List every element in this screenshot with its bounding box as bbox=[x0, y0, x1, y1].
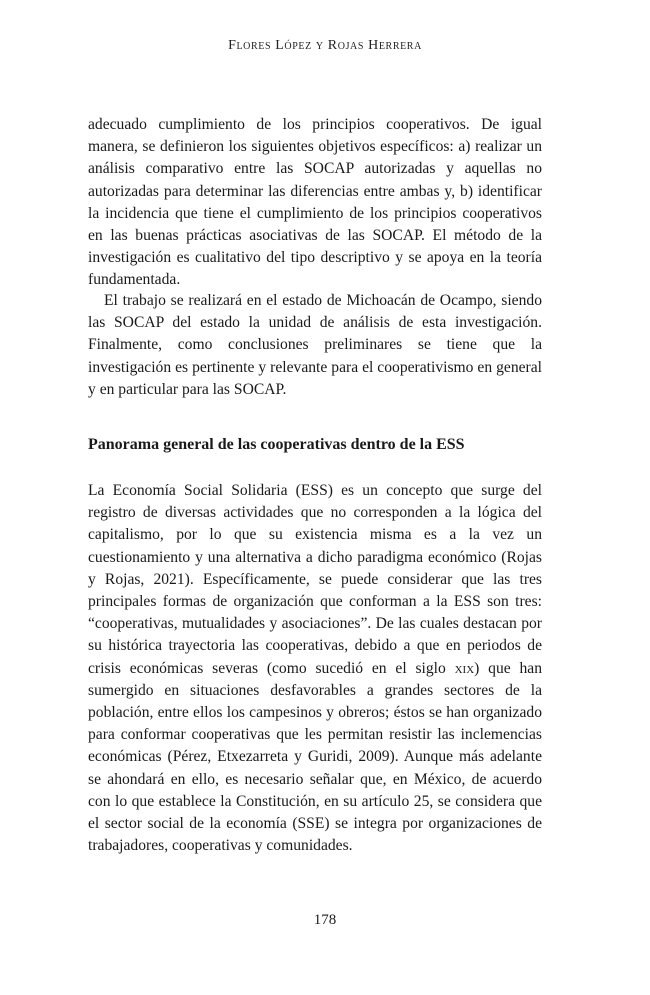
page-number: 178 bbox=[313, 912, 337, 928]
paragraph-text-part: La Economía Social Solidaria (ESS) es un concepto que surge del registro de diversas actividades que no corresponden a la lógica del capitalismo, por lo que su existencia misma es a la vez un cuestionamiento y una alternativa a dicho paradigma económico (Rojas y Rojas, 2021). Específicamente, se puede considerar que las tres principales formas de organización que conforman a la ESS son tres: “cooperativas, mutualidades y asociaciones”. De las cuales destacan por su histórica trayectoria las cooperativas, debido a que en periodos de crisis económicas severas (como sucedió en el siglo bbox=[88, 482, 542, 677]
section-heading: Panorama general de las cooperativas dentro de la ESS bbox=[88, 436, 465, 453]
century-roman-numeral: xix bbox=[454, 659, 475, 677]
running-head: Flores López y Rojas Herrera bbox=[228, 38, 422, 53]
paragraph-study-area: El trabajo se realizará en el estado de Michoacán de Ocampo, siendo las SOCAP del estado la unidad de análisis de esta investigación. Finalmente, como conclusiones preliminares se tiene que la investigación es pertinente y relevante para el cooperativismo en general y en particular para las SOCAP. bbox=[88, 292, 542, 398]
paragraph-objectives: adecuado cumplimiento de los principios cooperativos. De igual manera, se definieron los siguientes objetivos específicos: a) realizar un análisis comparativo entre las SOCAP autorizadas y aquellas no autorizadas para determinar las diferencias entre ambas y, b) identificar la incidencia que tiene el cumplimiento de los principios cooperativos en las buenas prácticas asociativas de las SOCAP. El método de la investigación es cualitativo del tipo descriptivo y se apoya en la teoría fundamentada. bbox=[88, 116, 542, 289]
paragraph-ess-overview bbox=[88, 480, 542, 857]
paragraph-text-part: ) que han sumergido en situaciones desfavorables a grandes sectores de la población, entre ellos los campesinos y obreros; éstos se han organizado para conformar cooperativas que les permitan resistir las inclemencias económicas (Pérez, Etxezarreta y Guridi, 2009). Aunque más adelante se ahondará en ello, es necesario señalar que, en México, de acuerdo con lo que establece la Constitución, en su artículo 25, se considera que el sector social de la economía (SSE) se integra por organizaciones de trabajadores, cooperativas y comunidades. bbox=[88, 659, 542, 855]
